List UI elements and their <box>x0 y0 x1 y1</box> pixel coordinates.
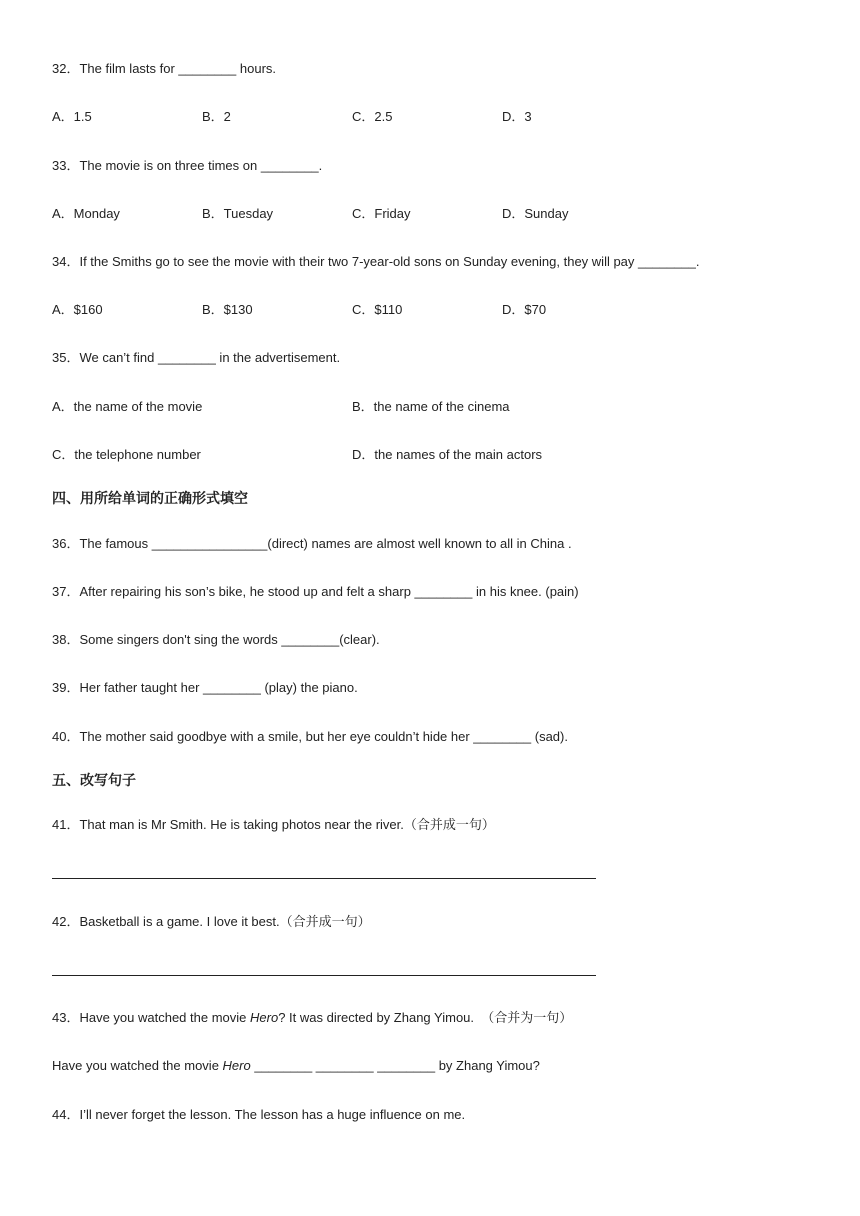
movie-title: Hero <box>250 1010 279 1025</box>
question-38: 38．Some singers don't sing the words ________(clear). <box>52 632 380 647</box>
option-c: C．$110 <box>352 302 403 317</box>
question-43-answer-line <box>52 1058 540 1074</box>
movie-title: Hero <box>222 1058 251 1073</box>
question-39: 39．Her father taught her ________ (play) the piano. <box>52 680 358 695</box>
option-b: B．Tuesday <box>202 206 274 221</box>
question-41 <box>52 817 495 834</box>
option-d: D．Sunday <box>502 206 569 221</box>
option-c: C．Friday <box>352 206 411 221</box>
option-d: D．3 <box>502 109 532 124</box>
option-a: A．1.5 <box>52 109 92 124</box>
question-42-text: 42．Basketball is a game. I love it best. <box>52 914 280 929</box>
question-43 <box>52 1010 572 1027</box>
section-heading-5: 五、改写句子 <box>52 773 136 789</box>
option-b: B．2 <box>202 109 231 124</box>
option-b: B．the name of the cinema <box>352 399 510 414</box>
question-33: 33．The movie is on three times on ________. <box>52 158 323 173</box>
answer-line-42[interactable] <box>52 975 596 976</box>
answer-text-start: Have you watched the movie <box>52 1058 223 1073</box>
answer-blanks: ________ ________ ________ by Zhang Yimou? <box>250 1058 540 1073</box>
option-a: A．$160 <box>52 302 103 317</box>
section-heading-4: 四、用所给单词的正确形式填空 <box>52 491 248 507</box>
option-d: D．the names of the main actors <box>352 447 543 462</box>
question-40: 40．The mother said goodbye with a smile, but her eye couldn’t hide her ________ (sad). <box>52 729 568 744</box>
question-41-text: 41．That man is Mr Smith. He is taking photos near the river. <box>52 817 404 832</box>
question-43-text-start: 43．Have you watched the movie <box>52 1010 250 1025</box>
option-c: C．2.5 <box>352 109 393 124</box>
question-42-instruction: （合并成一句） <box>279 915 371 930</box>
option-c: C．the telephone number <box>52 447 201 462</box>
option-b: B．$130 <box>202 302 253 317</box>
question-32: 32．The film lasts for ________ hours. <box>52 61 277 76</box>
question-43-text-end: ? It was directed by Zhang Yimou. <box>278 1010 482 1025</box>
question-43-instruction: （合并为一句） <box>481 1011 573 1026</box>
question-36: 36．The famous ________________(direct) names are almost well known to all in China . <box>52 536 572 551</box>
option-d: D．$70 <box>502 302 547 317</box>
question-42 <box>52 914 371 931</box>
option-a: A．Monday <box>52 206 120 221</box>
question-44: 44．I’ll never forget the lesson. The lesson has a huge influence on me. <box>52 1107 466 1122</box>
question-37: 37．After repairing his son’s bike, he stood up and felt a sharp ________ in his knee. (pain) <box>52 584 579 599</box>
answer-line-41[interactable] <box>52 878 596 879</box>
question-34: 34．If the Smiths go to see the movie with their two 7-year-old sons on Sunday evening, they will pay ________. <box>52 254 700 269</box>
question-35: 35．We can’t find ________ in the advertisement. <box>52 350 341 365</box>
option-a: A．the name of the movie <box>52 399 203 414</box>
question-41-instruction: （合并成一句） <box>403 818 495 833</box>
